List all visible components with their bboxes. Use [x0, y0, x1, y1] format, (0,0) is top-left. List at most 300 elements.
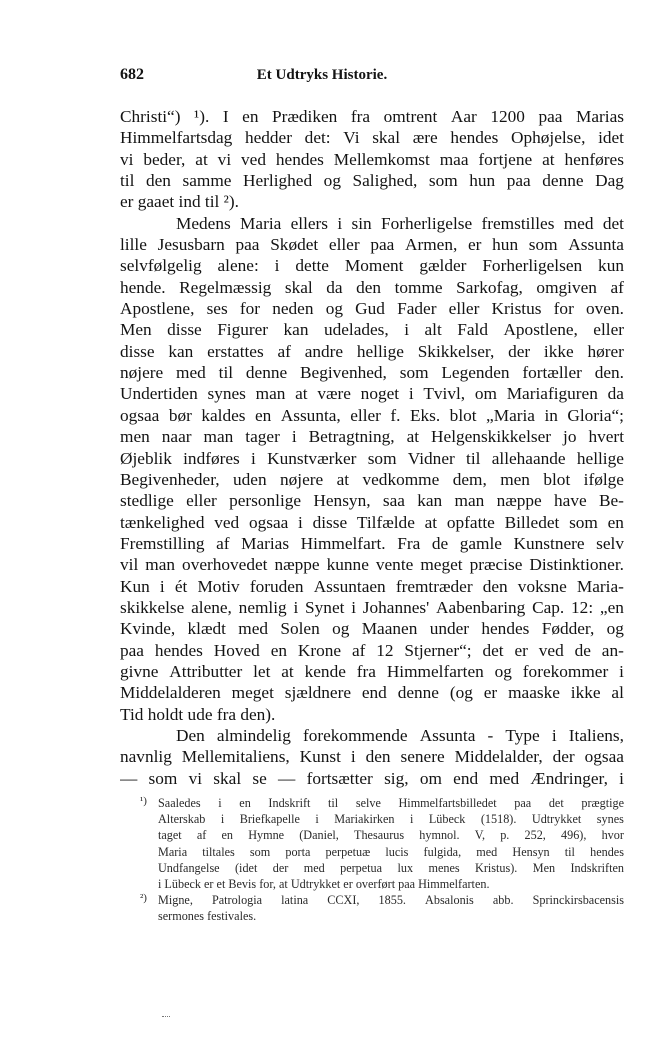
word: tiltales: [202, 844, 235, 859]
word: Den: [176, 725, 205, 745]
word: om: [474, 384, 497, 404]
word: i: [337, 213, 343, 233]
word: at: [281, 661, 294, 681]
word: hedder: [244, 128, 292, 148]
word: der: [272, 860, 289, 875]
word: udelades,: [323, 320, 389, 340]
word: disse: [167, 320, 202, 340]
word: i: [351, 597, 357, 617]
footnote-line: [140, 892, 624, 908]
word: Fader: [397, 299, 437, 319]
word: skikkelse: [120, 597, 185, 617]
word: skal: [213, 768, 242, 788]
word: til: [564, 844, 575, 859]
word: hendes: [154, 640, 203, 660]
word: Kunstnere: [513, 533, 585, 553]
word: den: [356, 277, 382, 297]
word: Assunta: [419, 725, 476, 745]
word: det: [602, 213, 624, 233]
word: Skødet: [270, 235, 319, 255]
word: Alterskab: [158, 812, 206, 827]
text-line: [120, 106, 624, 127]
word: Dag: [595, 171, 624, 191]
footnote-line: [140, 827, 624, 843]
text-line: [120, 234, 624, 255]
word: Tilfælde: [356, 512, 415, 532]
running-title: Et Udtryks Historie.: [256, 67, 388, 83]
word: Solen: [280, 619, 320, 639]
text-line: [120, 490, 624, 511]
word: eller: [350, 405, 381, 425]
text-line: [120, 576, 624, 597]
word: ellers: [290, 213, 329, 233]
word: eller: [186, 491, 217, 511]
word: nemlig: [238, 597, 287, 617]
word: Stjerner“;: [404, 640, 472, 660]
word: Marias: [576, 107, 624, 126]
word: Himmelfartsbilledet: [398, 796, 497, 810]
text-line: [120, 618, 624, 639]
word: denne: [542, 171, 584, 191]
word: (Daniel,: [299, 828, 339, 843]
word: Kunstværker: [267, 448, 357, 468]
text-line: [120, 512, 624, 533]
text-line: [120, 746, 624, 767]
word: abb.: [492, 893, 514, 908]
word: senere: [400, 747, 445, 767]
word: tænkelighed: [120, 512, 205, 532]
word: de: [574, 640, 591, 660]
word: p.: [500, 828, 510, 843]
word: de: [431, 533, 449, 553]
word: nøjere: [120, 363, 164, 383]
word: menes: [428, 860, 460, 875]
word: ifølge: [583, 469, 624, 489]
word: men: [500, 469, 530, 489]
word: eller: [328, 235, 360, 255]
word: sin: [351, 213, 372, 233]
footnote-line: sermones festivales.: [158, 909, 257, 924]
word: Udtrykket: [531, 812, 582, 827]
word: hendes: [275, 149, 324, 169]
word: man: [145, 555, 176, 575]
word: „en: [599, 597, 624, 617]
word: almindelig: [216, 725, 291, 745]
page-mark: [162, 1016, 170, 1017]
text-line: [120, 725, 624, 746]
word: en: [242, 107, 259, 126]
word: i: [293, 597, 299, 617]
word: til: [120, 171, 135, 191]
word: af: [277, 341, 291, 361]
word: i: [410, 812, 414, 827]
word: alt: [424, 320, 442, 340]
word: og: [323, 171, 341, 191]
word: i: [315, 812, 319, 827]
word: selve: [355, 796, 381, 810]
word: med: [303, 860, 325, 875]
word: Mellemitaliens,: [181, 747, 290, 767]
word: lux: [397, 860, 414, 875]
word: Begivenheder,: [120, 469, 220, 489]
word: som: [428, 171, 458, 191]
word: Indskriften: [570, 860, 624, 875]
word: gamle: [459, 533, 502, 553]
text-line: [120, 426, 624, 447]
word: Hymne: [248, 828, 285, 843]
word: den.: [594, 363, 624, 383]
word: Type: [505, 725, 540, 745]
word: hymnol.: [419, 828, 460, 843]
word: Sarkofag,: [456, 277, 523, 297]
word: nøjere: [280, 469, 324, 489]
text-line: [120, 469, 624, 490]
word: dem,: [452, 469, 487, 489]
word: Maanen: [361, 619, 418, 639]
word: Hensyn,: [313, 491, 371, 511]
word: som: [528, 235, 558, 255]
word: henføres: [564, 149, 624, 169]
word: hvor: [601, 828, 624, 843]
word: i: [298, 512, 303, 532]
word: navnlig: [120, 747, 172, 767]
word: lille: [120, 235, 147, 255]
word: Kunst: [299, 747, 341, 767]
word: vente: [375, 555, 414, 575]
word: CCXI,: [327, 893, 360, 908]
word: fremtræder: [395, 576, 473, 596]
text-line: [120, 640, 624, 661]
word: er: [483, 683, 498, 703]
footnote-line: [140, 811, 624, 827]
word: kan: [283, 320, 309, 340]
word: hun: [469, 171, 496, 191]
word: personlige: [229, 491, 302, 511]
word: præcise: [469, 555, 523, 575]
word: synes: [596, 812, 624, 827]
word: meget: [231, 683, 274, 703]
word: Cap.: [532, 597, 565, 617]
text-line: [120, 277, 624, 298]
footnote-marker: ²): [140, 892, 147, 905]
word: er: [514, 640, 528, 660]
word: Regelmæssig: [179, 277, 272, 297]
word: som: [569, 512, 598, 532]
word: kaldes: [201, 405, 246, 425]
word: men: [120, 427, 150, 447]
word: af: [351, 640, 366, 660]
word: overhovedet: [182, 555, 268, 575]
word: man: [454, 491, 485, 511]
word: med: [176, 363, 206, 383]
word: kun: [598, 256, 624, 276]
footnote-marker: ¹): [140, 795, 147, 807]
footnote: [140, 892, 624, 924]
word: Marias: [241, 533, 290, 553]
word: Kristus: [491, 299, 542, 319]
word: Salighed,: [352, 171, 418, 191]
word: ét: [174, 576, 188, 596]
word: Johannes': [362, 597, 430, 617]
word: man: [255, 384, 286, 404]
word: og: [325, 299, 343, 319]
word: se: [252, 768, 267, 788]
word: ses: [206, 299, 228, 319]
footnote-line: [140, 795, 624, 811]
word: paa: [235, 235, 260, 255]
word: Mellemkomst: [333, 149, 430, 169]
word: være: [317, 384, 351, 404]
word: Saaledes: [158, 796, 201, 810]
word: selvfølgelig: [120, 256, 202, 276]
page-header: [0, 66, 664, 88]
word: paa: [370, 235, 395, 255]
word: Kvinde,: [120, 619, 176, 639]
word: med: [476, 844, 498, 859]
word: V,: [474, 828, 486, 843]
word: Absalonis: [425, 893, 474, 908]
word: der: [552, 747, 575, 767]
word: næppe: [496, 491, 542, 511]
word: hvert: [588, 427, 624, 447]
word: denne: [245, 363, 288, 383]
text-line: [120, 319, 624, 340]
word: ikke: [570, 683, 601, 703]
word: man: [203, 427, 234, 447]
word: Øjeblik: [120, 448, 172, 468]
word: Fra: [397, 533, 421, 553]
word: ogsaa: [120, 405, 160, 425]
word: saa: [382, 491, 405, 511]
word: den: [365, 747, 391, 767]
word: (og: [449, 683, 473, 703]
word: Armen,: [405, 235, 458, 255]
word: Aar: [450, 107, 477, 126]
word: beder,: [143, 149, 186, 169]
word: klædt: [187, 619, 226, 639]
word: Figurer: [217, 320, 269, 340]
word: Skikkelser,: [417, 341, 495, 361]
word: disse: [312, 512, 348, 532]
word: Herlighed: [243, 171, 313, 191]
word: al: [611, 683, 624, 703]
word: en: [270, 640, 287, 660]
word: i: [551, 725, 557, 745]
word: oven.: [586, 299, 624, 319]
word: Mariakirken: [334, 812, 395, 827]
word: fremstilles: [481, 213, 555, 233]
word: Assuntaen: [313, 576, 386, 596]
word: som: [148, 768, 178, 788]
word: ogsaa: [584, 747, 624, 767]
footnotes: [140, 795, 624, 925]
word: Eks.: [409, 405, 441, 425]
word: Assunta: [568, 235, 624, 255]
word: den: [482, 576, 508, 596]
word: Motiv: [197, 576, 240, 596]
word: Krone: [297, 640, 342, 660]
word: givne: [120, 661, 159, 681]
word: en: [239, 796, 251, 810]
word: en: [221, 828, 234, 843]
word: latina: [281, 893, 309, 908]
word: eller: [448, 299, 480, 319]
word: Fremstilling: [120, 533, 205, 553]
word: kan: [417, 491, 443, 511]
word: 252,: [524, 828, 546, 843]
word: som: [367, 448, 397, 468]
word: bør: [168, 405, 192, 425]
word: prægtige: [581, 796, 624, 810]
word: neden: [272, 299, 314, 319]
word: Middelalder,: [454, 747, 543, 767]
word: naar: [161, 427, 192, 447]
word: i: [350, 747, 356, 767]
word: Middelalderen: [120, 683, 221, 703]
word: hellige: [356, 341, 404, 361]
word: Undfangelse: [158, 860, 220, 875]
word: at: [424, 512, 438, 532]
word: Apostlene,: [120, 299, 195, 319]
word: som: [249, 844, 271, 859]
word: 12:: [571, 597, 594, 617]
word: Ophøjelse,: [511, 128, 586, 148]
word: idet: [598, 128, 624, 148]
text-line: [120, 127, 624, 148]
word: maaske: [508, 683, 560, 703]
word: i: [220, 812, 225, 827]
word: om: [419, 768, 442, 788]
word: taget: [158, 828, 182, 843]
word: „Maria: [486, 405, 535, 425]
word: 1200: [490, 107, 525, 126]
word: jo: [563, 427, 577, 447]
word: indføres: [183, 448, 240, 468]
word: fulgida,: [423, 844, 462, 859]
word: hendes: [590, 844, 624, 859]
word: perpetua: [340, 860, 383, 875]
word: erstattes: [207, 341, 264, 361]
word: f.: [390, 405, 401, 425]
word: an-: [601, 640, 624, 660]
word: Moment: [344, 256, 404, 276]
word: alene:: [217, 256, 259, 276]
word: Himmelfarten: [386, 661, 484, 681]
word: andre: [304, 341, 344, 361]
word: Apostlene,: [503, 320, 578, 340]
word: meget: [420, 555, 463, 575]
word: Briefkapelle: [239, 812, 300, 827]
text-line: [120, 682, 624, 703]
word: Italiens,: [568, 725, 624, 745]
word: alene,: [191, 597, 232, 617]
word: Gud: [355, 299, 385, 319]
word: i: [619, 768, 624, 788]
word: Sprinckirsbacensis: [532, 893, 624, 908]
word: paa: [538, 107, 563, 126]
word: Be-: [598, 491, 624, 511]
word: Maria: [158, 844, 188, 859]
word: for: [553, 299, 574, 319]
word: blot: [449, 405, 477, 425]
text-line: [120, 255, 624, 276]
word: synes: [207, 384, 246, 404]
word: Undertiden: [120, 384, 198, 404]
word: under: [429, 619, 470, 639]
word: af: [610, 277, 624, 297]
word: Vi: [343, 128, 360, 148]
text-line: [120, 597, 624, 618]
footnote: [140, 795, 624, 892]
text-line: Tid holdt ude fra den).: [120, 704, 276, 724]
word: fortæller: [522, 363, 582, 383]
word: i: [408, 384, 414, 404]
word: Forherligelsen: [482, 256, 583, 276]
word: hendes: [450, 128, 499, 148]
word: ¹).: [194, 107, 210, 126]
word: ære: [412, 128, 438, 148]
word: (1518).: [480, 812, 517, 827]
word: og: [494, 661, 512, 681]
word: i: [218, 796, 222, 810]
word: hun: [492, 235, 519, 255]
word: med: [238, 619, 269, 639]
word: Maria: [240, 213, 282, 233]
word: (idet: [235, 860, 258, 875]
word: paa: [120, 640, 144, 660]
word: Gloria“;: [567, 405, 624, 425]
word: maa: [439, 149, 469, 169]
word: det: [482, 640, 504, 660]
footnote-line: [140, 844, 624, 860]
word: in: [544, 405, 558, 425]
word: let: [253, 661, 271, 681]
word: vi: [188, 768, 203, 788]
word: fra: [350, 107, 371, 126]
word: med: [489, 768, 520, 788]
page-number: 682: [120, 66, 144, 83]
text-line: [120, 170, 624, 191]
word: Fødder,: [541, 619, 595, 639]
word: sjældnere: [284, 683, 351, 703]
word: selv: [596, 533, 624, 553]
word: Prædiken: [272, 107, 338, 126]
word: Helgenskikkelser: [431, 427, 552, 447]
word: af: [196, 828, 207, 843]
text-line: [120, 554, 624, 575]
word: Attributter: [169, 661, 243, 681]
word: at: [295, 384, 308, 404]
word: Hoved: [213, 640, 260, 660]
text-line: [120, 149, 624, 170]
word: blot: [543, 469, 571, 489]
word: stedlige: [120, 491, 174, 511]
word: af: [216, 533, 230, 553]
word: ogsaa: [248, 512, 289, 532]
word: at: [336, 469, 350, 489]
word: kunne: [326, 555, 369, 575]
word: Himmelfart.: [300, 533, 386, 553]
word: Assunta,: [280, 405, 341, 425]
word: Begivenhed,: [300, 363, 387, 383]
word: Kun: [120, 576, 150, 596]
word: perpetuæ: [325, 844, 371, 859]
word: Synet: [305, 597, 345, 617]
word: Mariafiguren: [506, 384, 598, 404]
word: kende: [304, 661, 346, 681]
word: den: [145, 171, 171, 191]
word: skal: [372, 128, 401, 148]
